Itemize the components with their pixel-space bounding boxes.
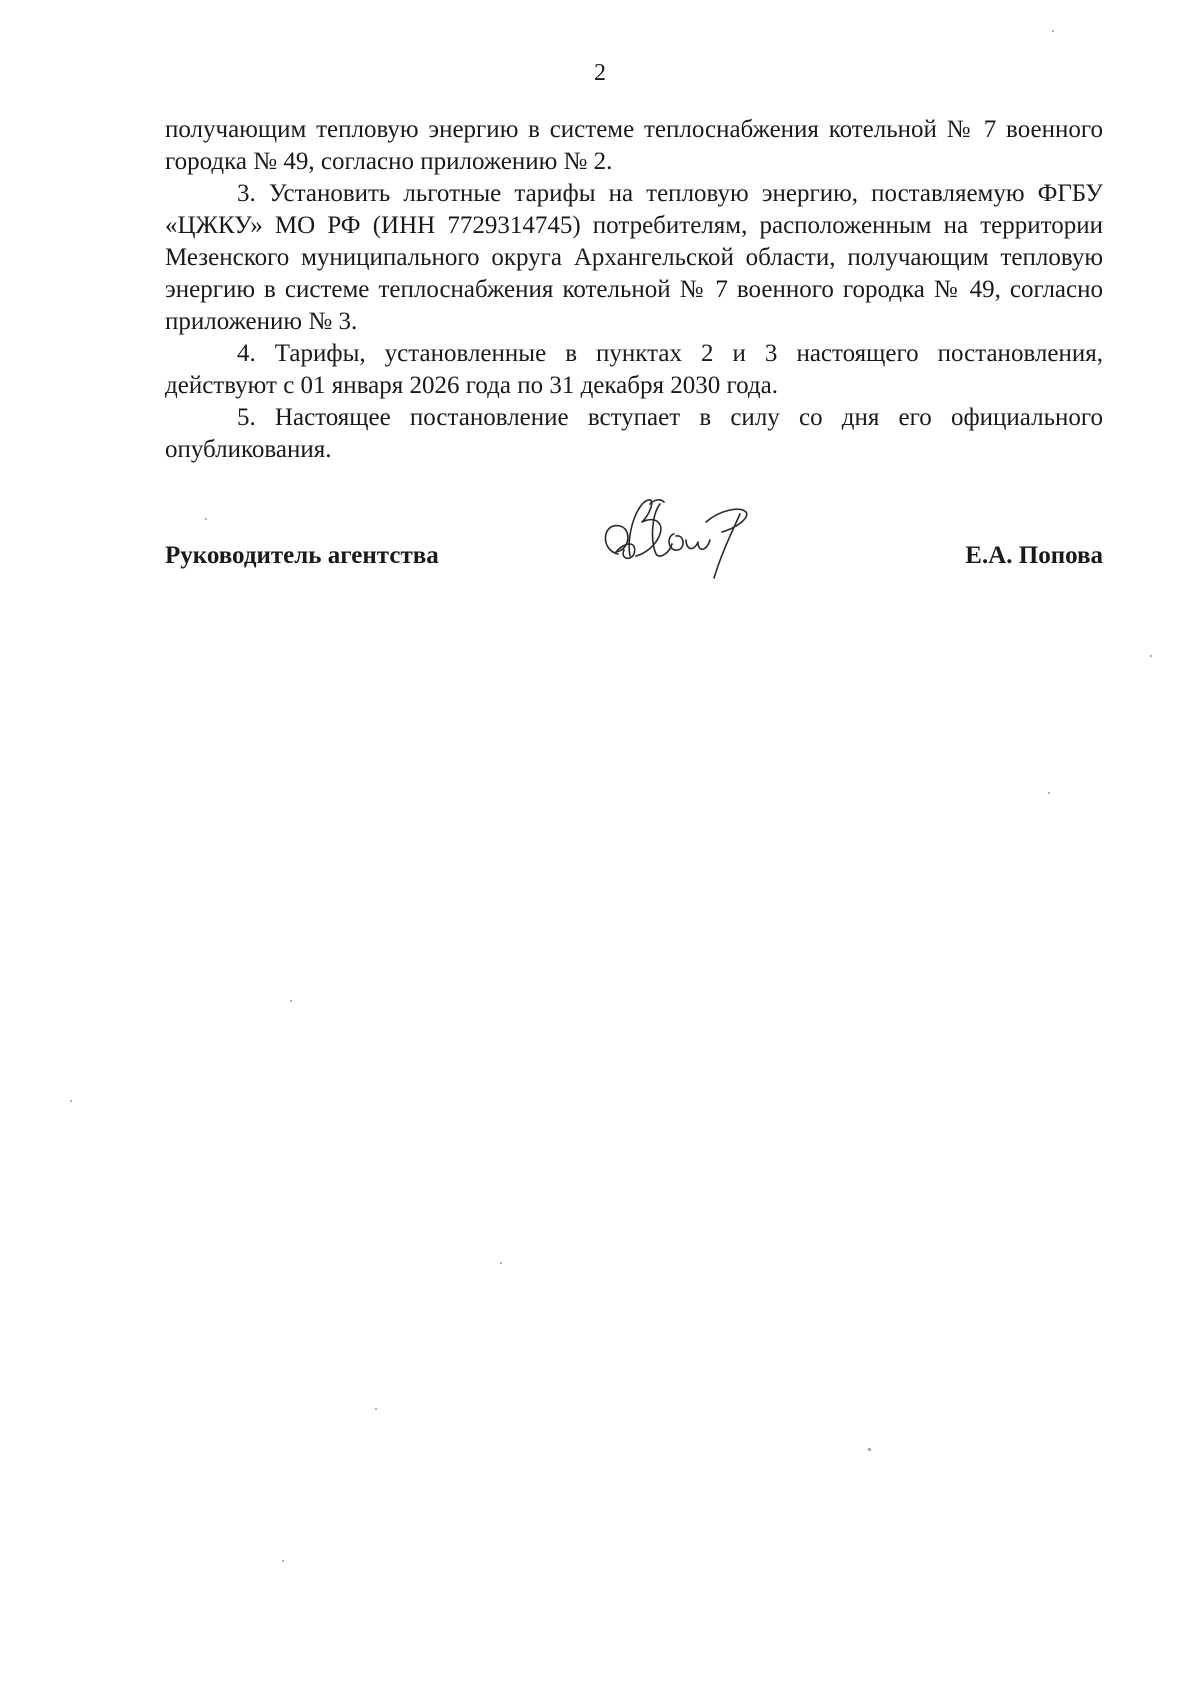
scan-speck <box>868 1448 871 1451</box>
paragraph-item-4: 4. Тарифы, установленные в пунктах 2 и 3 настоящего постановления, действуют с 01 января 2026 года по 31 декабря 2030 года. <box>165 340 1103 399</box>
scan-speck <box>205 518 207 520</box>
paragraph-continuation: получающим тепловую энергию в системе теплоснабжения котельной № 7 военного городка № 49, согласно приложению № 2. <box>165 116 1103 175</box>
scan-speck <box>1048 792 1050 794</box>
scan-speck <box>1052 30 1054 32</box>
signatory-title: Руководитель агентства <box>165 542 439 569</box>
scan-speck <box>282 1560 284 1562</box>
scan-speck <box>70 1100 72 1102</box>
scan-speck <box>375 1408 377 1410</box>
scan-speck <box>290 1000 292 1002</box>
scan-speck <box>1150 655 1152 657</box>
signature-block <box>165 500 1103 590</box>
paragraph-item-3: 3. Установить льготные тарифы на тепловую энергию, поставляемую ФГБУ «ЦЖКУ» МО РФ (ИНН 7729314745) потребителям, расположенным на территории Мезенского муниципального округа Архангельской области, получающим тепловую энергию в системе теплоснабжения котельной № 7 военного городка № 49, согласно приложению № 3. <box>165 180 1103 335</box>
handwritten-signature <box>590 492 765 592</box>
scan-speck <box>500 1262 502 1264</box>
signatory-name: Е.А. Попова <box>965 542 1103 569</box>
document-body <box>165 114 1103 466</box>
page-number: 2 <box>594 60 606 86</box>
paragraph-item-5: 5. Настоящее постановление вступает в силу со дня его официального опубликования. <box>165 404 1103 463</box>
